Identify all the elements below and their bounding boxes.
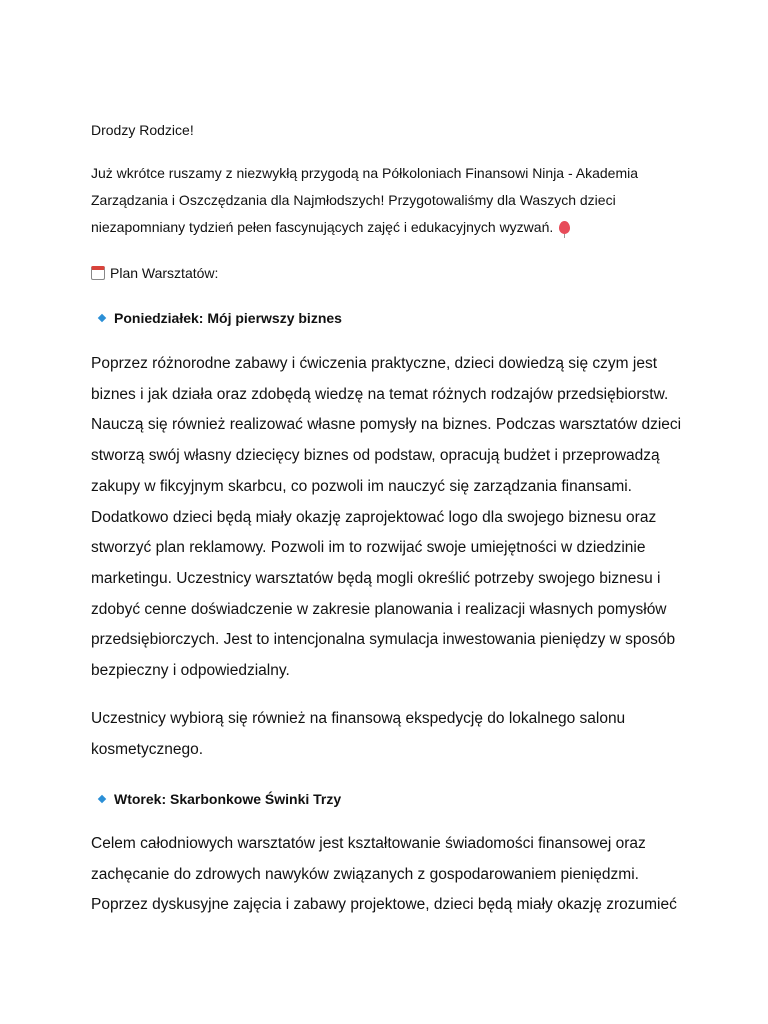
plan-heading — [91, 260, 218, 287]
diamond-bullet-icon — [98, 314, 106, 322]
day-heading-monday — [91, 308, 342, 328]
balloon-icon — [559, 221, 570, 234]
monday-paragraph-1: Poprzez różnorodne zabawy i ćwiczenia praktyczne, dzieci dowiedzą się czym jest biznes i jak działa oraz zdobędą wiedzę na temat różnych rodzajów przedsiębiorstw. Nauczą się również realizować własne pomysły na biznes. Podczas warsztatów dzieci stworzą swój własny dziecięcy biznes od podstaw, opracują budżet i przeprowadzą zakupy w fikcyjnym skarbcu, co pozwoli im nauczyć się zarządzania finansami. Dodatkowo dzieci będą miały okazję zaprojektować logo dla swojego biznesu oraz stworzyć plan reklamowy. Pozwoli im to rozwijać swoje umiejętności w dziedzinie marketingu. Uczestnicy warsztatów będą mogli określić potrzeby swojego biznesu i zdobyć cenne doświadczenie w zakresie planowania i realizacji własnych pomysłów przedsiębiorczych. Jest to intencjonalna symulacja inwestowania pieniędzy w sposób bezpieczny i odpowiedzialny. — [91, 355, 682, 680]
tuesday-paragraph-1: Celem całodniowych warsztatów jest kształtowanie świadomości finansowej oraz zachęcanie do zdrowych nawyków związanych z gospodarowaniem pieniędzmi. Poprzez dyskusyjne zajęcia i zabawy projektowe, dzieci będą miały okazję zrozumieć — [91, 835, 677, 914]
day-title: Wtorek: Skarbonkowe Świnki Trzy — [114, 791, 342, 807]
intro-paragraph — [91, 160, 671, 241]
intro-text: Już wkrótce ruszamy z niezwykłą przygodą na Półkoloniach Finansowi Ninja - Akademia Zarządzania i Oszczędzania dla Najmłodszych! Przygotowaliśmy dla Waszych dzieci niezapomniany tydzień pełen fascynujących zajęć i edukacyjnych wyzwań. — [91, 165, 639, 235]
calendar-icon — [91, 266, 105, 280]
greeting: Drodzy Rodzice! — [91, 122, 194, 138]
monday-paragraph-2: Uczestnicy wybiorą się również na finansową ekspedycję do lokalnego salonu kosmetycznego. — [91, 710, 626, 758]
day-heading-tuesday — [91, 789, 341, 809]
day-title: Poniedziałek: Mój pierwszy biznes — [114, 310, 342, 326]
diamond-bullet-icon — [98, 795, 106, 803]
plan-heading-text: Plan Warsztatów: — [110, 265, 219, 281]
